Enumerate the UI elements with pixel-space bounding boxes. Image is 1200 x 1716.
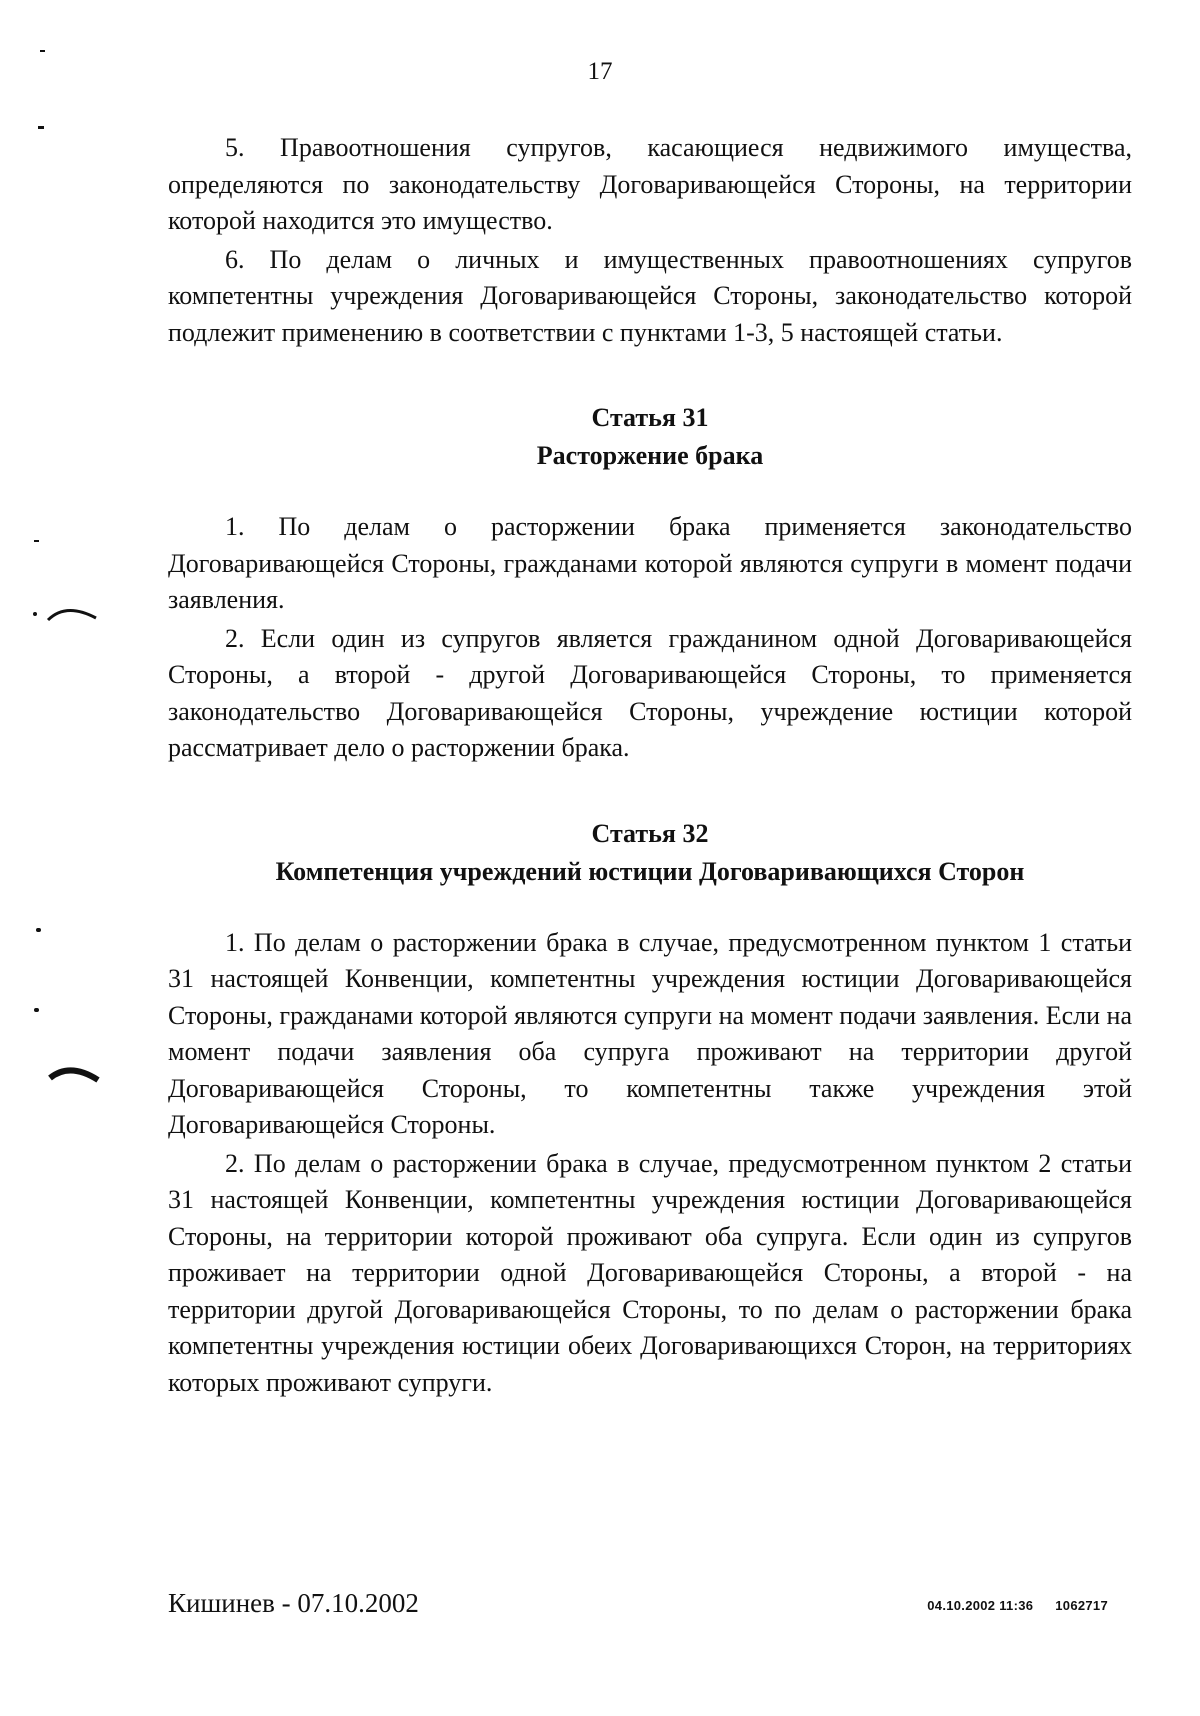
page-number: 17 (587, 58, 613, 85)
article-31 (168, 399, 1132, 767)
article-title: Расторжение брака (536, 441, 764, 470)
fax-timestamp: 04.10.2002 11:36 (927, 1598, 1034, 1613)
scan-mark (40, 50, 45, 52)
article-title: Компетенция учреждений юстиции Договаривающихся Сторон (275, 856, 1025, 886)
scan-mark (34, 540, 39, 542)
document-body (168, 130, 1132, 1403)
paragraph: 2. По делам о расторжении брака в случае, предусмотренном пунктом 2 статьи 31 настоящей Конвенции, компетентны учреждения юстиции Договаривающейся Стороны, на территории которой проживают оба супруга. Если один из супругов проживает на территории одной Договаривающейся Стороны, а второй - на территории другой Договаривающейся Стороны, то по делам о расторжении брака компетентны учреждения юстиции обеих Договаривающихся Сторон, на территориях которых проживают супруги. (168, 1148, 1132, 1397)
scan-mark (46, 1060, 102, 1084)
article-32 (168, 815, 1132, 1402)
article-number: Статья 31 (591, 403, 709, 432)
paragraph: 6. По делам о личных и имущественных правоотношениях супругов компетентны учреждения Договаривающейся Стороны, законодательство которой подлежит применению в соответствии с пунктами 1-3, 5 настоящей статьи. (168, 244, 1132, 347)
paragraph: 2. Если один из супругов является гражданином одной Договаривающейся Стороны, а второй - другой Договаривающейся Стороны, то применяется законодательство Договаривающейся Стороны, учреждение юстиции которой рассматривает дело о расторжении брака. (168, 623, 1132, 762)
scan-mark (36, 928, 41, 932)
scan-mark (34, 1008, 39, 1012)
paragraph: 1. По делам о расторжении брака применяется законодательство Договаривающейся Стороны, гражданами которой являются супруги в момент подачи заявления. (168, 512, 1132, 614)
paragraph: 5. Правоотношения супругов, касающиеся недвижимого имущества, определяются по законодательству Договаривающейся Стороны, на территории которой находится это имущество. (168, 133, 1132, 235)
fax-id: 1062717 (1055, 1598, 1108, 1613)
scan-mark (38, 126, 44, 129)
scan-mark (44, 600, 100, 624)
footer-place-date: Кишинев - 07.10.2002 (168, 1588, 419, 1618)
paragraph: 1. По делам о расторжении брака в случае, предусмотренном пунктом 1 статьи 31 настоящей Конвенции, компетентны учреждения юстиции Договаривающейся Стороны, гражданами которой являются супруги на момент подачи заявления. Если на момент подачи заявления оба супруга проживают на территории другой Договаривающейся Стороны, то компетентны также учреждения этой Договаривающейся Стороны. (168, 927, 1132, 1139)
fax-header (927, 1598, 1108, 1613)
article-number: Статья 32 (591, 818, 709, 848)
scan-mark (33, 612, 37, 616)
